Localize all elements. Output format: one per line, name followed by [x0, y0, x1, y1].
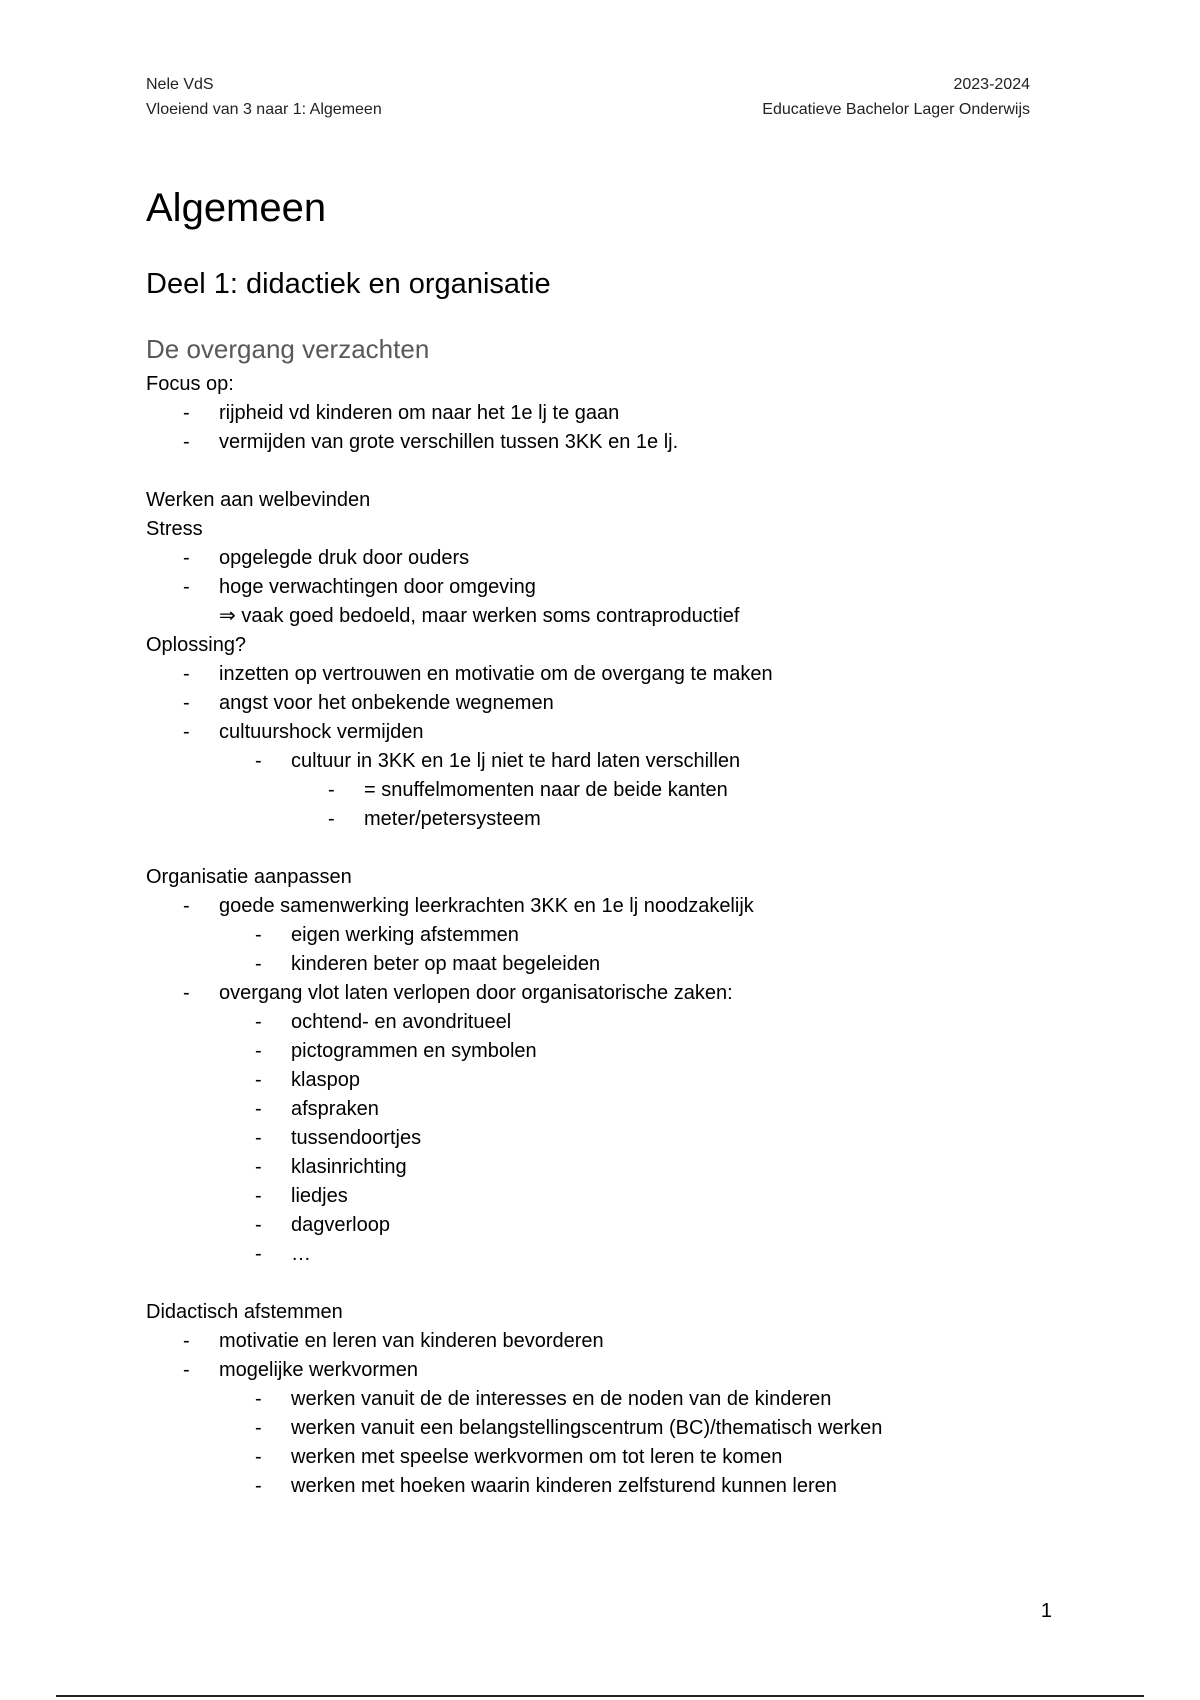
bullet-dash: -: [183, 431, 190, 453]
organisatie-subitem: ochtend- en avondritueel: [291, 1011, 512, 1033]
header-program: Educatieve Bachelor Lager Onderwijs: [762, 101, 1030, 118]
list-item: [146, 1240, 1046, 1269]
organisatie-subitem: klasinrichting: [291, 1156, 407, 1178]
solution-item: cultuurshock vermijden: [219, 721, 424, 743]
list-item: [146, 1153, 1046, 1182]
bullet-dash: -: [255, 1127, 262, 1149]
bullet-dash: -: [183, 1330, 190, 1352]
bullet-dash: -: [183, 692, 190, 714]
bullet-dash: -: [255, 1214, 262, 1236]
list-item: [146, 1124, 1046, 1153]
header-left: [146, 72, 382, 122]
organisatie-subitem: klaspop: [291, 1069, 360, 1091]
list-item: [146, 428, 1046, 457]
list-item: [146, 1037, 1046, 1066]
bullet-dash: -: [183, 895, 190, 917]
list-item: [146, 805, 1046, 834]
bullet-dash: -: [255, 1040, 262, 1062]
organisatie-item: overgang vlot laten verlopen door organisatorische zaken:: [219, 982, 733, 1004]
page-bottom-rule: [56, 1695, 1144, 1697]
list-item: [146, 689, 1046, 718]
solution-item: inzetten op vertrouwen en motivatie om de overgang te maken: [219, 663, 773, 685]
organisatie-item: goede samenwerking leerkrachten 3KK en 1e lj noodzakelijk: [219, 895, 754, 917]
organisatie-label: Organisatie aanpassen: [146, 866, 352, 888]
welbevinden-label: Werken aan welbevinden: [146, 489, 371, 511]
organisatie-subitem: kinderen beter op maat begeleiden: [291, 953, 601, 975]
list-item: [146, 1414, 1046, 1443]
solution-item: angst voor het onbekende wegnemen: [219, 692, 554, 714]
list-item: [146, 544, 1046, 573]
solution-label: Oplossing?: [146, 634, 247, 656]
part-heading: Deel 1: didactiek en organisatie: [146, 268, 551, 300]
bullet-dash: -: [255, 1446, 262, 1468]
culture-subitem: = snuffelmomenten naar de beide kanten: [364, 779, 728, 801]
list-item: [146, 1385, 1046, 1414]
focus-item: vermijden van grote verschillen tussen 3KK en 1e lj.: [219, 431, 679, 453]
organisatie-subitem: eigen werking afstemmen: [291, 924, 519, 946]
bullet-dash: -: [255, 1475, 262, 1497]
focus-label: Focus op:: [146, 373, 234, 395]
list-item: [146, 1327, 1046, 1356]
bullet-dash: -: [183, 547, 190, 569]
list-item: [146, 573, 1046, 602]
document-body: [146, 180, 1046, 1501]
header-author: Nele VdS: [146, 76, 214, 93]
bullet-dash: -: [255, 924, 262, 946]
list-item: [146, 1472, 1046, 1501]
bullet-dash: -: [255, 1069, 262, 1091]
list-item: [146, 660, 1046, 689]
list-item: [146, 892, 1046, 921]
bullet-dash: -: [255, 1388, 262, 1410]
bullet-dash: -: [255, 1243, 262, 1265]
page-number: 1: [1040, 1600, 1052, 1622]
header-course: Vloeiend van 3 naar 1: Algemeen: [146, 101, 382, 118]
didactisch-subitem: werken vanuit een belangstellingscentrum (BC)/thematisch werken: [291, 1417, 883, 1439]
header-year: 2023-2024: [953, 76, 1030, 93]
bullet-dash: -: [255, 750, 262, 772]
organisatie-subitem: tussendoortjes: [291, 1127, 422, 1149]
bullet-dash: -: [328, 808, 335, 830]
organisatie-subitem: afspraken: [291, 1098, 379, 1120]
stress-note: ⇒ vaak goed bedoeld, maar werken soms contraproductief: [219, 605, 740, 627]
list-item: [146, 979, 1046, 1008]
organisatie-subitem: dagverloop: [291, 1214, 390, 1236]
culture-item: cultuur in 3KK en 1e lj niet te hard laten verschillen: [291, 750, 741, 772]
bullet-dash: -: [183, 1359, 190, 1381]
bullet-dash: -: [183, 663, 190, 685]
culture-subitem: meter/petersysteem: [364, 808, 541, 830]
bullet-dash: -: [183, 721, 190, 743]
list-item: [146, 1008, 1046, 1037]
bullet-dash: -: [255, 1156, 262, 1178]
stress-label: Stress: [146, 518, 203, 540]
didactisch-item: motivatie en leren van kinderen bevorderen: [219, 1330, 604, 1352]
bullet-dash: -: [183, 982, 190, 1004]
section-heading: De overgang verzachten: [146, 334, 430, 364]
didactisch-label: Didactisch afstemmen: [146, 1301, 343, 1323]
list-item: [146, 921, 1046, 950]
list-item: [146, 399, 1046, 428]
bullet-dash: -: [255, 1098, 262, 1120]
list-item: [146, 1443, 1046, 1472]
didactisch-subitem: werken vanuit de de interesses en de noden van de kinderen: [291, 1388, 832, 1410]
organisatie-subitem: …: [291, 1243, 311, 1265]
organisatie-subitem: pictogrammen en symbolen: [291, 1040, 537, 1062]
list-item: [146, 1182, 1046, 1211]
bullet-dash: -: [183, 402, 190, 424]
list-item: [146, 950, 1046, 979]
didactisch-item: mogelijke werkvormen: [219, 1359, 418, 1381]
bullet-dash: -: [255, 1417, 262, 1439]
list-item: [146, 1211, 1046, 1240]
bullet-dash: -: [255, 1011, 262, 1033]
list-item: [146, 1095, 1046, 1124]
list-item: [146, 718, 1046, 747]
stress-item: opgelegde druk door ouders: [219, 547, 470, 569]
didactisch-subitem: werken met speelse werkvormen om tot leren te komen: [291, 1446, 783, 1468]
bullet-dash: -: [183, 576, 190, 598]
list-item: [146, 1356, 1046, 1385]
bullet-dash: -: [328, 779, 335, 801]
focus-item: rijpheid vd kinderen om naar het 1e lj te gaan: [219, 402, 620, 424]
organisatie-subitem: liedjes: [291, 1185, 348, 1207]
document-title: Algemeen: [146, 186, 327, 230]
list-item: [146, 1066, 1046, 1095]
didactisch-subitem: werken met hoeken waarin kinderen zelfsturend kunnen leren: [291, 1475, 837, 1497]
header-right: [762, 72, 1030, 122]
list-item: [146, 747, 1046, 776]
list-item: [146, 776, 1046, 805]
bullet-dash: -: [255, 1185, 262, 1207]
stress-item: hoge verwachtingen door omgeving: [219, 576, 536, 598]
bullet-dash: -: [255, 953, 262, 975]
